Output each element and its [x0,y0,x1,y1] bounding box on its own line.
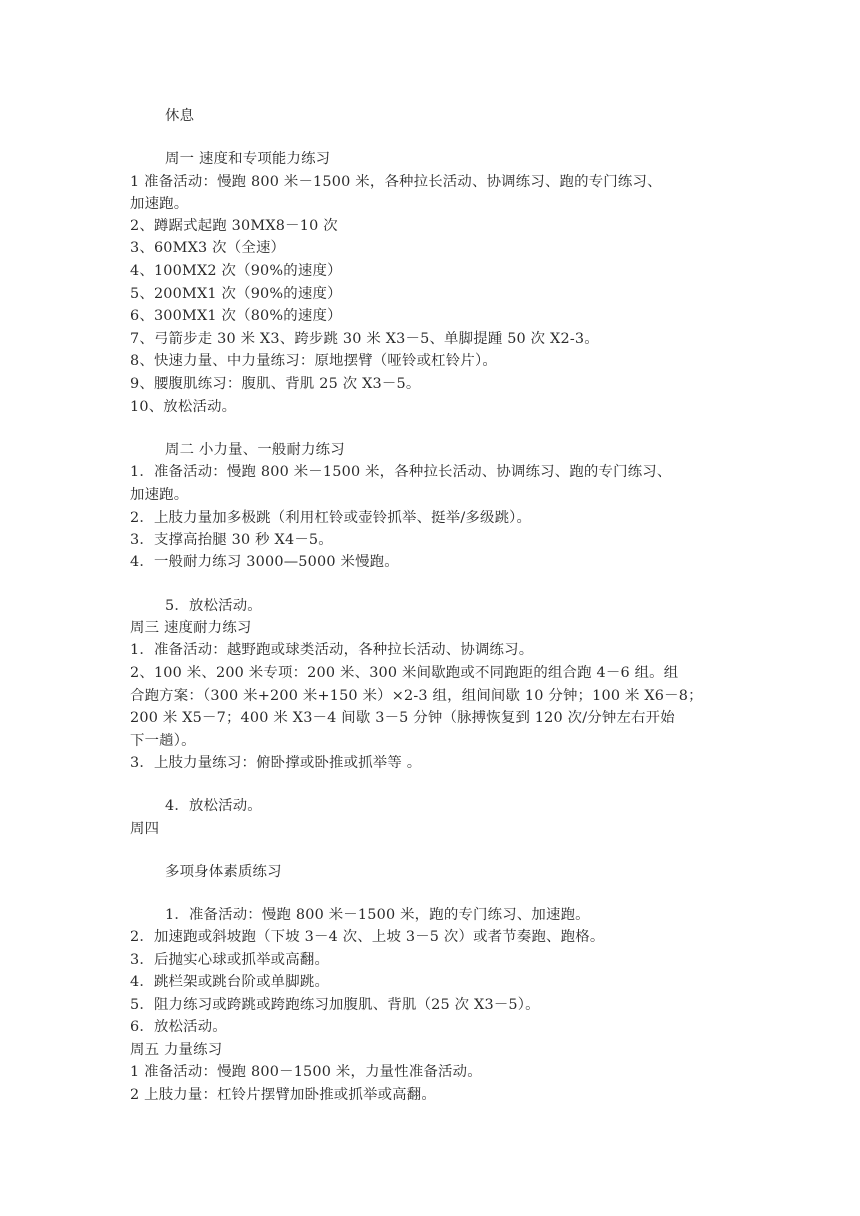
text-line: 4．一般耐力练习 3000—5000 米慢跑。 [130,554,399,570]
text-line: 5．阻力练习或跨跳或跨跑练习加腹肌、背肌（25 次 X3－5）。 [130,997,540,1013]
section-heading-tuesday: 周二 小力量、一般耐力练习 [165,442,345,458]
text-line: 1．准备活动：慢跑 800 米－1500 米，各种拉长活动、协调练习、跑的专门练习、 [130,464,672,480]
text-line: 4．放松活动。 [165,798,262,814]
text-line: 1 准备活动：慢跑 800 米－1500 米，各种拉长活动、协调练习、跑的专门练习、 [130,174,662,190]
text-line: 3．支撑高抬腿 30 秒 X4－5。 [130,532,333,548]
text-line: 9、腰腹肌练习：腹肌、背肌 25 次 X3－5。 [130,376,421,392]
text-line: 2．加速跑或斜坡跑（下坡 3－4 次、上坡 3－5 次）或者节奏跑、跑格。 [130,929,605,945]
text-line: 5．放松活动。 [165,598,262,614]
text-line: 3．上肢力量练习：俯卧撑或卧推或抓举等 。 [130,755,422,771]
text-line: 2、蹲踞式起跑 30MX8－10 次 [130,218,338,234]
text-line: 4．跳栏架或跳台阶或单脚跳。 [130,974,330,990]
text-line: 3、60MX3 次（全速） [130,240,286,256]
section-heading-thursday: 周四 [130,821,160,837]
text-line: 5、200MX1 次（90%的速度） [130,286,342,302]
text-line: 7、弓箭步走 30 米 X3、跨步跳 30 米 X3－5、单脚提踵 50 次 X2-3。 [130,331,599,347]
text-line: 8、快速力量、中力量练习：原地摆臂（哑铃或杠铃片）。 [130,353,497,369]
text-line: 2 上肢力量：杠铃片摆臂加卧推或抓举或高翻。 [130,1087,436,1103]
text-line: 下一趟）。 [130,733,196,749]
text-line: 2．上肢力量加多极跳（利用杠铃或壶铃抓举、挺举/多级跳）。 [130,510,532,526]
text-line: 6、300MX1 次（80%的速度） [130,308,342,324]
section-heading-monday: 周一 速度和专项能力练习 [165,151,331,167]
section-heading-wednesday: 周三 速度耐力练习 [130,620,252,636]
section-heading-friday: 周五 力量练习 [130,1042,223,1058]
text-line: 1．准备活动：慢跑 800 米－1500 米，跑的专门练习、加速跑。 [165,907,590,923]
text-line: 4、100MX2 次（90%的速度） [130,263,342,279]
text-line: 加速跑。 [130,196,189,212]
text-line: 200 米 X5－7；400 米 X3－4 间歇 3－5 分钟（脉搏恢复到 120 次/分钟左右开始 [130,710,675,726]
text-line: 2、100 米、200 米专项：200 米、300 米间歇跑或不同跑距的组合跑 4－6 组。组 [130,665,679,681]
text-line: 6．放松活动。 [130,1019,227,1035]
text-line: 合跑方案：（300 米+200 米+150 米）×2-3 组，组间间歇 10 分钟；100 米 X6－8； [130,688,703,704]
text-line: 10、放松活动。 [130,399,237,415]
text-line: 1 准备活动：慢跑 800－1500 米，力量性准备活动。 [130,1064,482,1080]
text-line: 多项身体素质练习 [165,864,282,880]
text-line: 休息 [165,108,195,124]
text-line: 3．后抛实心球或抓举或高翻。 [130,952,330,968]
text-line: 加速跑。 [130,487,189,503]
text-line: 1．准备活动：越野跑或球类活动，各种拉长活动、协调练习。 [130,642,534,658]
